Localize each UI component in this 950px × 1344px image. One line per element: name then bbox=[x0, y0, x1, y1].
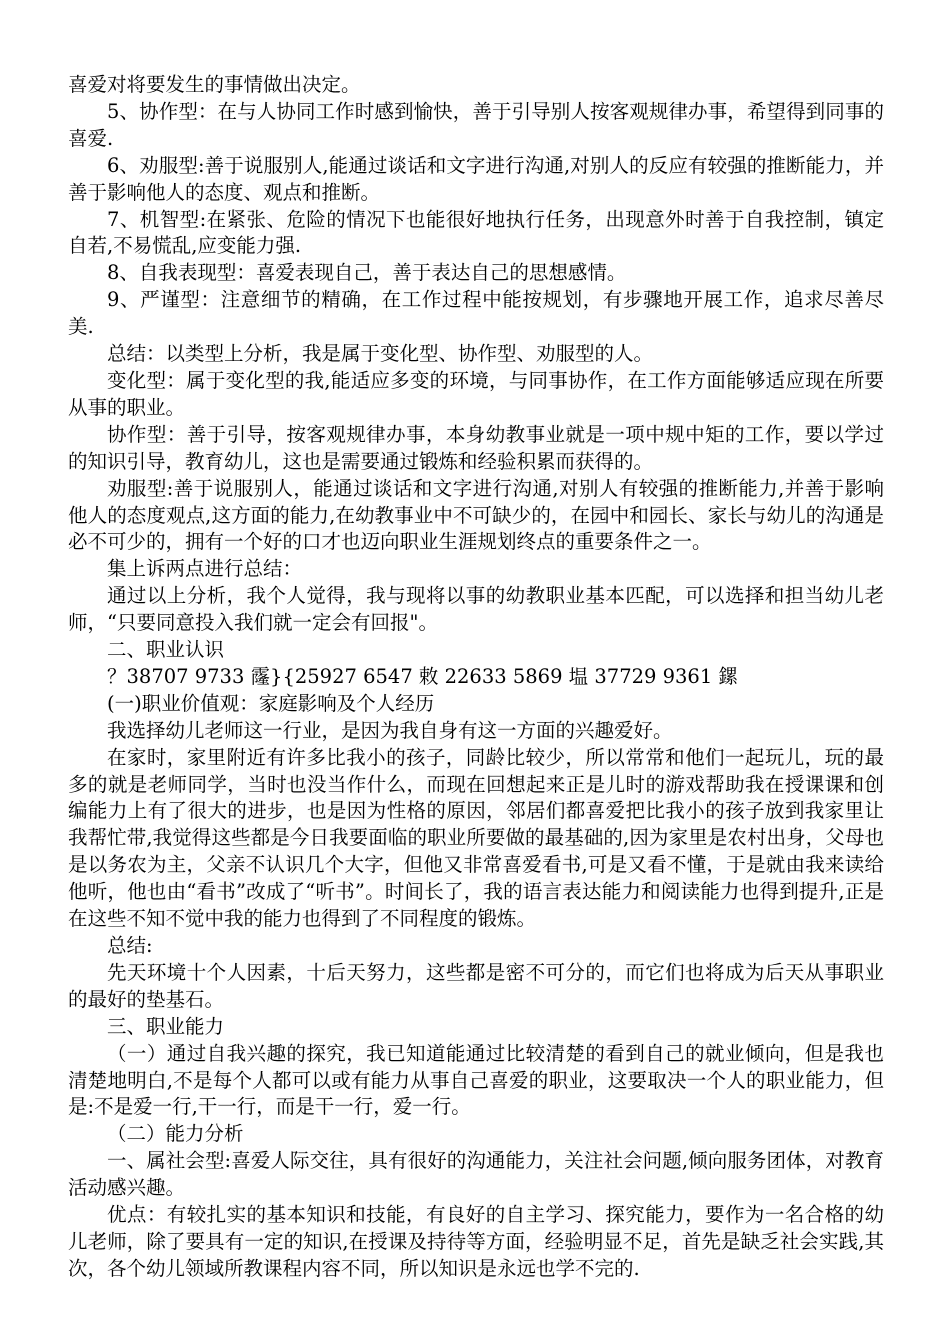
paragraph-7: 总结：以类型上分析，我是属于变化型、协作型、劝服型的人。 bbox=[107, 342, 654, 366]
paragraph-2: 5、协作型：在与人协同工作时感到愉快，善于引导别人按客观规律办事，希望得到同事的喜爱. bbox=[68, 99, 884, 150]
paragraph-3: 6、劝服型:善于说服别人,能通过谈话和文字进行沟通,对别人的反应有较强的推断能力，并善于影响他人的态度、观点和推断。 bbox=[68, 153, 884, 204]
subheading-career-values: (一)职业价值观：家庭影响及个人经历 bbox=[107, 691, 435, 715]
paragraph-19: 先天环境十个人因素，十后天努力，这些都是密不可分的，而它们也将成为后天从事职业的最好的垫基石。 bbox=[68, 960, 884, 1011]
paragraph-6: 9、严谨型：注意细节的精确，在工作过程中能按规划，有步骤地开展工作，追求尽善尽美. bbox=[68, 288, 884, 339]
paragraph-17: 在家时，家里附近有许多比我小的孩子，同龄比较少，所以常常和他们一起玩儿，玩的最多的就是老师同学，当时也没当作什么，而现在回想起来正是儿时的游戏帮助我在授课课和创编能力上有了很大的进步，也是因为性格的原因，邻居们都喜爱把比我小的孩子放到我家里让我帮忙带,我觉得这些都是今日我要面临的职业所要做的最基础的,因为家里是农村出身，父母也是以务农为主，父亲不认识几个大字，但他又非常喜爱看书,可是又看不懂，于是就由我来读给他听，他也由“看书”改成了“听书”。时间长了，我的语言表达能力和阅读能力也得到提升,正是在这些不知不觉中我的能力也得到了不同程度的锻炼。 bbox=[68, 745, 884, 931]
paragraph-8: 变化型：属于变化型的我,能适应多变的环境，与同事协作，在工作方面能够适应现在所要从事的职业。 bbox=[68, 368, 884, 419]
document-page bbox=[68, 72, 884, 1283]
paragraph-9: 协作型：善于引导，按客观规律办事，本身幼教事业就是一项中规中矩的工作，要以学过的知识引导，教育幼儿，这也是需要通过锻炼和经验积累而获得的。 bbox=[68, 422, 884, 473]
paragraph-21: （一）通过自我兴趣的探究，我已知道能通过比较清楚的看到自己的就业倾向，但是我也清楚地明白,不是每个人都可以或有能力从事自己喜爱的职业，这要取决一个人的职业能力，但是:不是爱一行,干一行，而是干一行，爱一行。 bbox=[68, 1041, 884, 1119]
paragraph-4: 7、机智型:在紧张、危险的情况下也能很好地执行任务，出现意外时善于自我控制，镇定自若,不易慌乱,应变能力强. bbox=[68, 207, 884, 258]
paragraph-23: 一、属社会型:喜爱人际交往，具有很好的沟通能力，关注社会问题,倾向服务团体，对教育活动感兴趣。 bbox=[68, 1149, 884, 1200]
garbled-code-line: ？38707 9733 霳}{25927 6547 敕 22633 5869 塭 37729 9361 鏍 bbox=[107, 664, 738, 688]
paragraph-5: 8、自我表现型：喜爱表现自己，善于表达自己的思想感情。 bbox=[107, 261, 627, 285]
summary-label: 总结: bbox=[107, 934, 153, 957]
section-heading-career-awareness: 二、职业认识 bbox=[107, 638, 225, 662]
paragraph-16: 我选择幼儿老师这一行业，是因为我自身有这一方面的兴趣爱好。 bbox=[107, 718, 673, 742]
paragraph-11: 集上诉两点进行总结： bbox=[107, 557, 303, 581]
paragraph-1: 喜爱对将要发生的事情做出决定。 bbox=[68, 73, 361, 96]
paragraph-12: 通过以上分析，我个人觉得，我与现将以事的幼教职业基本匹配，可以选择和担当幼儿老师，“只要同意投入我们就一定会有回报"。 bbox=[68, 584, 884, 635]
section-heading-career-ability: 三、职业能力 bbox=[107, 1014, 225, 1038]
paragraph-24: 优点：有较扎实的基本知识和技能，有良好的自主学习、探究能力，要作为一名合格的幼儿老师，除了要具有一定的知识,在授课及持待等方面，经验明显不足，首先是缺乏社会实践,其次，各个幼儿领域所教课程内容不同，所以知识是永远也学不完的. bbox=[68, 1203, 884, 1280]
paragraph-10: 劝服型:善于说服别人，能通过谈话和文字进行沟通,对别人有较强的推断能力,并善于影响他人的态度观点,这方面的能力,在幼教事业中不可缺少的，在园中和园长、家长与幼儿的沟通是必不可少的，拥有一个好的口才也迈向职业生涯规划终点的重要条件之一。 bbox=[68, 476, 884, 554]
subheading-ability-analysis: （二）能力分析 bbox=[107, 1122, 244, 1146]
